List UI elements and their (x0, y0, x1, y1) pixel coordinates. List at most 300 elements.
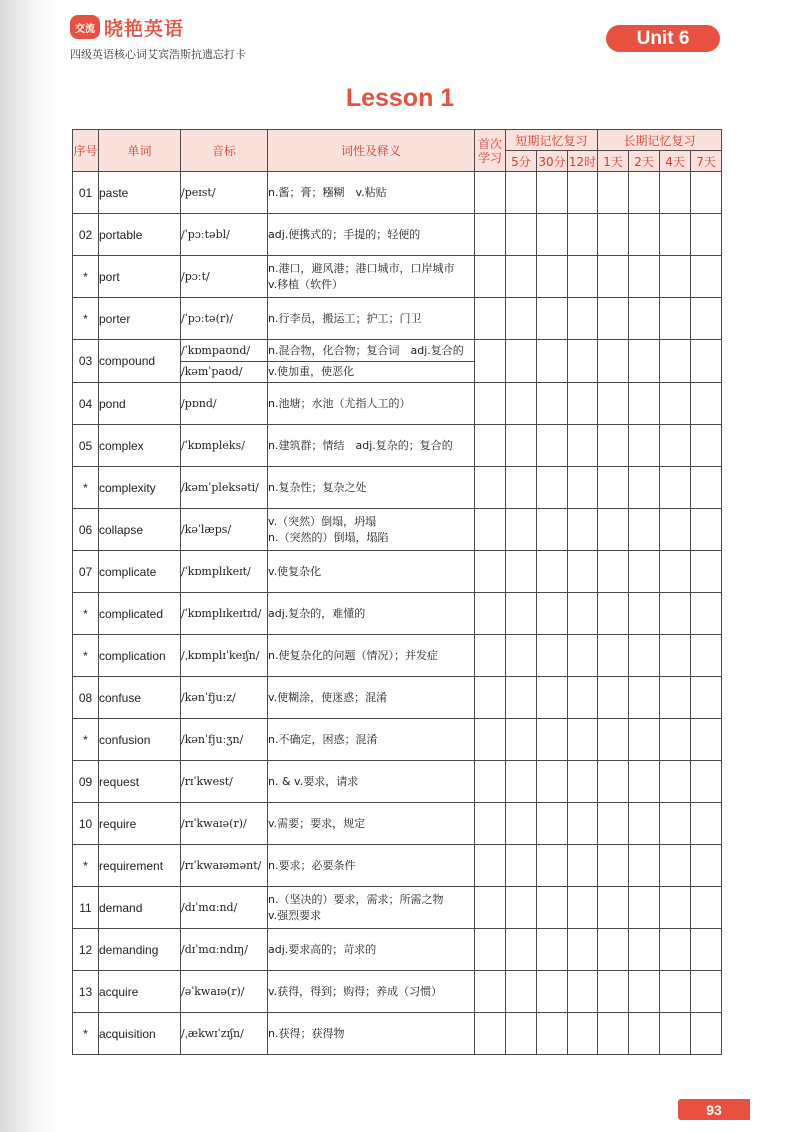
checkbox-1day[interactable] (598, 551, 629, 593)
definition-line: v.使加重，使恶化 (268, 365, 355, 378)
checkbox-5min[interactable] (506, 425, 537, 467)
checkbox-7day[interactable] (691, 887, 722, 929)
checkbox-first-study[interactable] (475, 467, 506, 509)
checkbox-2day[interactable] (629, 1013, 660, 1055)
checkbox-7day[interactable] (691, 425, 722, 467)
word-cell: complication (99, 635, 181, 677)
row-number: 01 (73, 172, 99, 214)
definition-cell (268, 509, 475, 551)
word-cell: demanding (99, 929, 181, 971)
checkbox-12h[interactable] (568, 467, 598, 509)
definition-line: v.（突然）倒塌，坍塌 (268, 514, 377, 528)
checkbox-first-study[interactable] (475, 593, 506, 635)
checkbox-7day[interactable] (691, 214, 722, 256)
definition-cell (268, 551, 475, 593)
definition-cell (268, 593, 475, 635)
checkbox-30min[interactable] (537, 887, 568, 929)
lesson-title: Lesson 1 (345, 84, 455, 112)
definition-line: v.获得，得到；购得；养成（习惯） (268, 984, 443, 998)
word-cell: demand (99, 887, 181, 929)
checkbox-2day[interactable] (629, 803, 660, 845)
checkbox-5min[interactable] (506, 172, 537, 214)
checkbox-5min[interactable] (506, 635, 537, 677)
word-cell: acquisition (99, 1013, 181, 1055)
definition-cell (268, 214, 475, 256)
phonetic-cell: /ˈpɔːtəbl/ (181, 214, 268, 256)
checkbox-1day[interactable] (598, 803, 629, 845)
definition-line: n.建筑群；情结 adj.复杂的；复合的 (268, 438, 453, 452)
table-row (73, 340, 722, 383)
definition-line: n.池塘；水池（尤指人工的） (268, 396, 411, 410)
checkbox-1day[interactable] (598, 677, 629, 719)
table-row (73, 383, 722, 425)
col-header-num: 序号 (73, 130, 99, 172)
checkbox-12h[interactable] (568, 1013, 598, 1055)
checkbox-30min[interactable] (537, 298, 568, 340)
checkbox-1day[interactable] (598, 971, 629, 1013)
row-number: 13 (73, 971, 99, 1013)
checkbox-30min[interactable] (537, 971, 568, 1013)
checkbox-1day[interactable] (598, 172, 629, 214)
book-subtitle: 四级英语核心词艾宾浩斯抗遗忘打卡 (70, 48, 246, 61)
checkbox-12h[interactable] (568, 551, 598, 593)
checkbox-7day[interactable] (691, 509, 722, 551)
definition-cell (268, 340, 475, 383)
checkbox-2day[interactable] (629, 971, 660, 1013)
checkbox-30min[interactable] (537, 340, 568, 383)
table-row (73, 509, 722, 551)
checkbox-4day[interactable] (660, 172, 691, 214)
checkbox-1day[interactable] (598, 509, 629, 551)
table-row (73, 803, 722, 845)
phonetic-cell (181, 340, 268, 383)
checkbox-4day[interactable] (660, 719, 691, 761)
checkbox-30min[interactable] (537, 677, 568, 719)
checkbox-first-study[interactable] (475, 803, 506, 845)
table-row (73, 172, 722, 214)
checkbox-12h[interactable] (568, 761, 598, 803)
col-header-definition: 词性及释义 (268, 130, 475, 172)
checkbox-2day[interactable] (629, 845, 660, 887)
table-row (73, 467, 722, 509)
checkbox-first-study[interactable] (475, 929, 506, 971)
row-number: 07 (73, 551, 99, 593)
checkbox-7day[interactable] (691, 340, 722, 383)
checkbox-1day[interactable] (598, 467, 629, 509)
phonetic-cell: /ˌkɒmplɪˈkeɪʃn/ (181, 635, 268, 677)
checkbox-12h[interactable] (568, 971, 598, 1013)
col-header-1day: 1天 (598, 151, 629, 172)
checkbox-first-study[interactable] (475, 340, 506, 383)
checkbox-first-study[interactable] (475, 1013, 506, 1055)
checkbox-5min[interactable] (506, 971, 537, 1013)
checkbox-7day[interactable] (691, 298, 722, 340)
checkbox-7day[interactable] (691, 551, 722, 593)
checkbox-4day[interactable] (660, 887, 691, 929)
checkbox-4day[interactable] (660, 340, 691, 383)
checkbox-12h[interactable] (568, 172, 598, 214)
definition-line: n.（坚决的）要求，需求；所需之物 (268, 892, 444, 906)
definition-cell (268, 845, 475, 887)
checkbox-first-study[interactable] (475, 635, 506, 677)
table-row (73, 887, 722, 929)
definition-cell (268, 172, 475, 214)
phonetic-cell: /kəˈlæps/ (181, 509, 268, 551)
definition-line: v.强烈要求 (268, 908, 322, 922)
checkbox-30min[interactable] (537, 383, 568, 425)
definition-line: adj.便携式的；手提的；轻便的 (268, 227, 421, 241)
checkbox-12h[interactable] (568, 719, 598, 761)
word-cell: porter (99, 298, 181, 340)
definition-line: adj.复杂的，难懂的 (268, 606, 366, 620)
checkbox-1day[interactable] (598, 214, 629, 256)
checkbox-1day[interactable] (598, 593, 629, 635)
brand-logo (70, 12, 184, 42)
word-cell: complicated (99, 593, 181, 635)
row-number: * (73, 845, 99, 887)
checkbox-7day[interactable] (691, 383, 722, 425)
word-cell: requirement (99, 845, 181, 887)
checkbox-12h[interactable] (568, 425, 598, 467)
checkbox-7day[interactable] (691, 677, 722, 719)
row-number: 11 (73, 887, 99, 929)
checkbox-1day[interactable] (598, 845, 629, 887)
checkbox-30min[interactable] (537, 803, 568, 845)
checkbox-4day[interactable] (660, 551, 691, 593)
checkbox-1day[interactable] (598, 383, 629, 425)
checkbox-2day[interactable] (629, 383, 660, 425)
checkbox-5min[interactable] (506, 298, 537, 340)
col-header-5min: 5分 (506, 151, 537, 172)
phonetic-cell: /rɪˈkwest/ (181, 761, 268, 803)
checkbox-2day[interactable] (629, 340, 660, 383)
row-number: 06 (73, 509, 99, 551)
page-number: 93 (678, 1099, 750, 1120)
book-spine-shadow (0, 0, 58, 1132)
checkbox-2day[interactable] (629, 635, 660, 677)
checkbox-30min[interactable] (537, 425, 568, 467)
definition-line: n.（突然的）倒塌，塌陷 (268, 530, 389, 544)
checkbox-5min[interactable] (506, 803, 537, 845)
checkbox-1day[interactable] (598, 1013, 629, 1055)
phonetic-cell: /rɪˈkwaɪəmənt/ (181, 845, 268, 887)
checkbox-12h[interactable] (568, 803, 598, 845)
checkbox-7day[interactable] (691, 971, 722, 1013)
checkbox-30min[interactable] (537, 845, 568, 887)
checkbox-first-study[interactable] (475, 256, 506, 298)
checkbox-30min[interactable] (537, 635, 568, 677)
checkbox-2day[interactable] (629, 172, 660, 214)
checkbox-4day[interactable] (660, 929, 691, 971)
checkbox-4day[interactable] (660, 298, 691, 340)
checkbox-7day[interactable] (691, 635, 722, 677)
row-number: 02 (73, 214, 99, 256)
word-cell: complex (99, 425, 181, 467)
col-header-7day: 7天 (691, 151, 722, 172)
checkbox-4day[interactable] (660, 1013, 691, 1055)
col-header-2day: 2天 (629, 151, 660, 172)
checkbox-7day[interactable] (691, 719, 722, 761)
col-header-word: 单词 (99, 130, 181, 172)
phonetic-cell: /ˈkɒmpleks/ (181, 425, 268, 467)
checkbox-30min[interactable] (537, 761, 568, 803)
checkbox-2day[interactable] (629, 509, 660, 551)
checkbox-first-study[interactable] (475, 298, 506, 340)
table-row (73, 298, 722, 340)
checkbox-5min[interactable] (506, 719, 537, 761)
checkbox-4day[interactable] (660, 677, 691, 719)
word-cell: pond (99, 383, 181, 425)
checkbox-2day[interactable] (629, 467, 660, 509)
table-row (73, 1013, 722, 1055)
definition-cell (268, 298, 475, 340)
row-number: 05 (73, 425, 99, 467)
checkbox-7day[interactable] (691, 929, 722, 971)
checkbox-12h[interactable] (568, 256, 598, 298)
checkbox-4day[interactable] (660, 467, 691, 509)
col-header-first-study: 首次学习 (475, 130, 506, 172)
word-cell: portable (99, 214, 181, 256)
definition-line: adj.要求高的；苛求的 (268, 942, 377, 956)
checkbox-5min[interactable] (506, 509, 537, 551)
checkbox-12h[interactable] (568, 677, 598, 719)
col-header-30min: 30分 (537, 151, 568, 172)
checkbox-first-study[interactable] (475, 172, 506, 214)
row-number: * (73, 635, 99, 677)
checkbox-2day[interactable] (629, 551, 660, 593)
row-number: * (73, 593, 99, 635)
checkbox-first-study[interactable] (475, 425, 506, 467)
checkbox-first-study[interactable] (475, 971, 506, 1013)
table-row (73, 256, 722, 298)
checkbox-5min[interactable] (506, 467, 537, 509)
checkbox-1day[interactable] (598, 719, 629, 761)
table-row (73, 719, 722, 761)
definition-line: v.需要；要求，规定 (268, 816, 366, 830)
checkbox-4day[interactable] (660, 509, 691, 551)
unit-badge: Unit 6 (606, 25, 720, 52)
checkbox-2day[interactable] (629, 256, 660, 298)
col-header-4day: 4天 (660, 151, 691, 172)
definition-cell (268, 256, 475, 298)
checkbox-1day[interactable] (598, 340, 629, 383)
word-cell: acquire (99, 971, 181, 1013)
phonetic-cell: /ˈpɔːtə(r)/ (181, 298, 268, 340)
checkbox-5min[interactable] (506, 677, 537, 719)
checkbox-5min[interactable] (506, 383, 537, 425)
phonetic-cell: /ˌækwɪˈzɪʃn/ (181, 1013, 268, 1055)
checkbox-4day[interactable] (660, 214, 691, 256)
word-cell: confusion (99, 719, 181, 761)
checkbox-7day[interactable] (691, 803, 722, 845)
word-cell: require (99, 803, 181, 845)
phonetic-cell: /dɪˈmɑːndɪŋ/ (181, 929, 268, 971)
vocabulary-table (72, 129, 722, 1055)
checkbox-first-study[interactable] (475, 719, 506, 761)
checkbox-30min[interactable] (537, 467, 568, 509)
checkbox-5min[interactable] (506, 593, 537, 635)
checkbox-4day[interactable] (660, 425, 691, 467)
checkbox-4day[interactable] (660, 383, 691, 425)
brand-logo-icon: 交流 (70, 15, 100, 39)
checkbox-5min[interactable] (506, 1013, 537, 1055)
checkbox-2day[interactable] (629, 214, 660, 256)
checkbox-4day[interactable] (660, 971, 691, 1013)
checkbox-4day[interactable] (660, 635, 691, 677)
checkbox-7day[interactable] (691, 256, 722, 298)
checkbox-first-study[interactable] (475, 551, 506, 593)
checkbox-30min[interactable] (537, 509, 568, 551)
definition-line: n.行李员，搬运工；护工；门卫 (268, 311, 422, 325)
table-row (73, 425, 722, 467)
definition-line: n.要求；必要条件 (268, 858, 356, 872)
checkbox-30min[interactable] (537, 551, 568, 593)
checkbox-1day[interactable] (598, 425, 629, 467)
definition-line: v.移植（软件） (268, 277, 344, 291)
table-row (73, 551, 722, 593)
checkbox-7day[interactable] (691, 172, 722, 214)
checkbox-30min[interactable] (537, 719, 568, 761)
checkbox-5min[interactable] (506, 214, 537, 256)
checkbox-2day[interactable] (629, 298, 660, 340)
row-number: 08 (73, 677, 99, 719)
definition-line: v.使复杂化 (268, 564, 322, 578)
checkbox-2day[interactable] (629, 677, 660, 719)
phonetic-cell: /pɒnd/ (181, 383, 268, 425)
checkbox-12h[interactable] (568, 340, 598, 383)
definition-cell (268, 929, 475, 971)
checkbox-30min[interactable] (537, 172, 568, 214)
checkbox-12h[interactable] (568, 298, 598, 340)
phonetic-cell: /kənˈfjuːz/ (181, 677, 268, 719)
checkbox-5min[interactable] (506, 887, 537, 929)
checkbox-30min[interactable] (537, 214, 568, 256)
col-header-short-term: 短期记忆复习 (506, 130, 598, 151)
table-row (73, 677, 722, 719)
checkbox-30min[interactable] (537, 256, 568, 298)
checkbox-first-study[interactable] (475, 509, 506, 551)
checkbox-7day[interactable] (691, 593, 722, 635)
phonetic-noun: /ˈkɒmpaʊnd/ (181, 340, 268, 362)
word-cell: paste (99, 172, 181, 214)
checkbox-12h[interactable] (568, 635, 598, 677)
checkbox-30min[interactable] (537, 593, 568, 635)
checkbox-12h[interactable] (568, 887, 598, 929)
row-number: 03 (73, 340, 99, 383)
definition-cell (268, 971, 475, 1013)
checkbox-7day[interactable] (691, 1013, 722, 1055)
checkbox-4day[interactable] (660, 256, 691, 298)
phonetic-cell: /ˈkɒmplɪkeɪtɪd/ (181, 593, 268, 635)
phonetic-cell: /kəmˈpleksəti/ (181, 467, 268, 509)
phonetic-cell: /kənˈfjuːʒn/ (181, 719, 268, 761)
checkbox-4day[interactable] (660, 845, 691, 887)
checkbox-1day[interactable] (598, 929, 629, 971)
checkbox-12h[interactable] (568, 845, 598, 887)
checkbox-2day[interactable] (629, 761, 660, 803)
phonetic-cell: /peɪst/ (181, 172, 268, 214)
phonetic-cell: /ˈkɒmplɪkeɪt/ (181, 551, 268, 593)
checkbox-5min[interactable] (506, 929, 537, 971)
checkbox-first-study[interactable] (475, 761, 506, 803)
word-cell: complicate (99, 551, 181, 593)
definition-line: n.港口，避风港；港口城市，口岸城市 (268, 261, 455, 275)
table-row (73, 845, 722, 887)
checkbox-first-study[interactable] (475, 845, 506, 887)
checkbox-1day[interactable] (598, 298, 629, 340)
checkbox-1day[interactable] (598, 635, 629, 677)
checkbox-30min[interactable] (537, 929, 568, 971)
checkbox-2day[interactable] (629, 593, 660, 635)
checkbox-5min[interactable] (506, 340, 537, 383)
definition-line: n.获得；获得物 (268, 1026, 345, 1040)
col-header-12h: 12时 (568, 151, 598, 172)
checkbox-first-study[interactable] (475, 887, 506, 929)
checkbox-2day[interactable] (629, 929, 660, 971)
definition-line: n.复杂性；复杂之处 (268, 480, 367, 494)
checkbox-2day[interactable] (629, 887, 660, 929)
checkbox-1day[interactable] (598, 761, 629, 803)
checkbox-7day[interactable] (691, 467, 722, 509)
word-cell: port (99, 256, 181, 298)
row-number: 12 (73, 929, 99, 971)
checkbox-30min[interactable] (537, 1013, 568, 1055)
row-number: 09 (73, 761, 99, 803)
checkbox-5min[interactable] (506, 845, 537, 887)
definition-line: n.不确定，困惑；混淆 (268, 732, 378, 746)
phonetic-cell: /pɔːt/ (181, 256, 268, 298)
brand-name: 晓艳英语 (104, 17, 185, 40)
checkbox-7day[interactable] (691, 845, 722, 887)
definition-cell (268, 383, 475, 425)
row-number: * (73, 719, 99, 761)
definition-cell (268, 719, 475, 761)
definition-line: n.使复杂化的问题（情况）；并发症 (268, 648, 438, 662)
checkbox-7day[interactable] (691, 761, 722, 803)
checkbox-12h[interactable] (568, 383, 598, 425)
col-header-phonetic: 音标 (181, 130, 268, 172)
col-header-long-term: 长期记忆复习 (598, 130, 722, 151)
word-cell: complexity (99, 467, 181, 509)
checkbox-12h[interactable] (568, 593, 598, 635)
word-cell: compound (99, 340, 181, 383)
definition-cell (268, 761, 475, 803)
definition-cell (268, 467, 475, 509)
definition-cell (268, 677, 475, 719)
checkbox-1day[interactable] (598, 256, 629, 298)
checkbox-first-study[interactable] (475, 383, 506, 425)
checkbox-12h[interactable] (568, 929, 598, 971)
checkbox-12h[interactable] (568, 509, 598, 551)
checkbox-5min[interactable] (506, 256, 537, 298)
phonetic-cell: /əˈkwaɪə(r)/ (181, 971, 268, 1013)
definition-cell (268, 635, 475, 677)
checkbox-12h[interactable] (568, 214, 598, 256)
checkbox-5min[interactable] (506, 551, 537, 593)
table-row (73, 593, 722, 635)
row-number: * (73, 1013, 99, 1055)
checkbox-4day[interactable] (660, 761, 691, 803)
checkbox-2day[interactable] (629, 425, 660, 467)
checkbox-1day[interactable] (598, 887, 629, 929)
checkbox-5min[interactable] (506, 761, 537, 803)
checkbox-2day[interactable] (629, 719, 660, 761)
word-cell: confuse (99, 677, 181, 719)
checkbox-4day[interactable] (660, 593, 691, 635)
checkbox-4day[interactable] (660, 803, 691, 845)
checkbox-first-study[interactable] (475, 214, 506, 256)
checkbox-first-study[interactable] (475, 677, 506, 719)
